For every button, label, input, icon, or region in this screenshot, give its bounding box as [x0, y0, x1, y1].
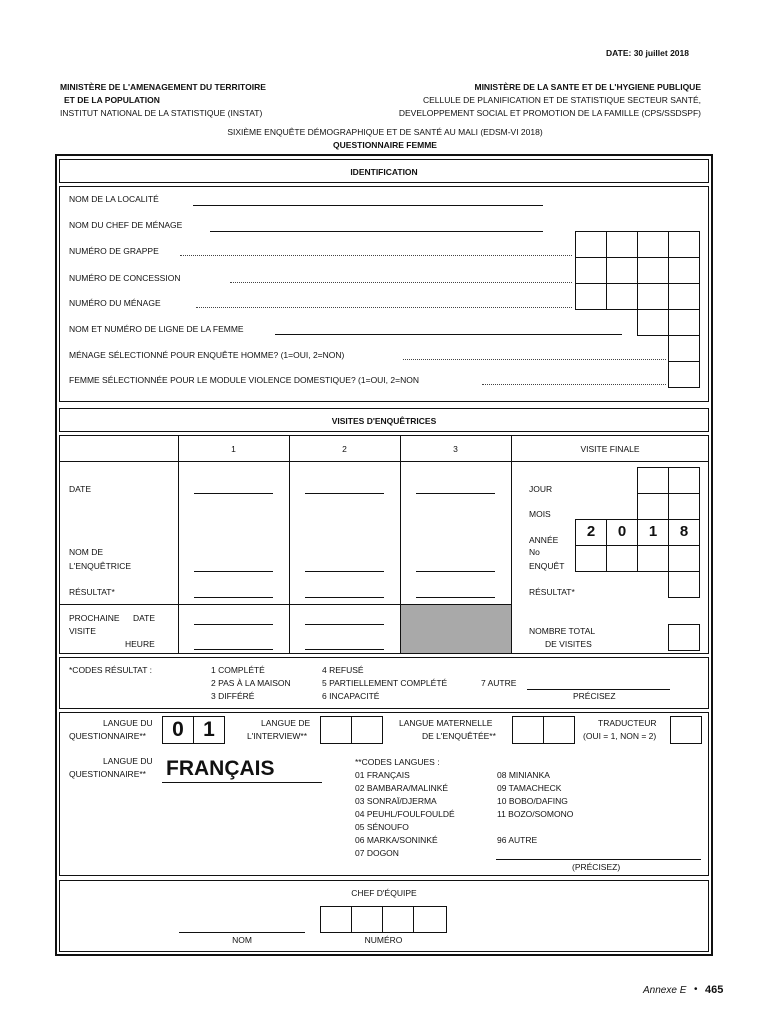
femme-line-digit-2[interactable]	[668, 309, 700, 336]
code-3: 3 DIFFÉRÉ	[211, 691, 255, 701]
lang-q2-value: FRANÇAIS	[166, 757, 275, 780]
code-4: 4 REFUSÉ	[322, 665, 364, 675]
prochaine-date-label: DATE	[133, 613, 156, 623]
concession-digit-1[interactable]	[575, 257, 607, 284]
visit-1-enquetrice[interactable]	[194, 571, 273, 572]
visits-title: VISITES D'ENQUÊTRICES	[331, 416, 437, 426]
chef-numero-label: NUMÉRO	[364, 935, 403, 945]
homme-leader	[403, 359, 666, 360]
grappe-digit-4[interactable]	[668, 231, 700, 258]
codes-label: *CODES RÉSULTAT :	[69, 665, 152, 675]
jour-digit-2[interactable]	[668, 467, 700, 494]
total-visites-label-1: NOMBRE TOTAL	[529, 626, 596, 636]
left-ministry: MINISTÈRE DE L'AMENAGEMENT DU TERRITOIRE	[60, 82, 266, 92]
right-cell: CELLULE DE PLANIFICATION ET DE STATISTIQUE SECTEUR SANTÉ,	[422, 95, 701, 105]
femme-line-digit-1[interactable]	[637, 309, 669, 336]
concession-digit-3[interactable]	[637, 257, 669, 284]
no-enquet-label-1: No	[529, 547, 540, 557]
visit-3-date[interactable]	[416, 493, 495, 494]
page-number: 465	[705, 984, 724, 996]
date-label: DATE: 30 juillet 2018	[606, 48, 689, 58]
visit-1-next-time[interactable]	[194, 649, 273, 650]
menage-digit-2[interactable]	[606, 283, 638, 310]
chef-nom-field[interactable]	[179, 932, 305, 933]
lang-code-10: 10 BOBO/DAFING	[497, 796, 568, 806]
no-enquet-label-2: ENQUÊT	[529, 561, 565, 571]
right-ministry: MINISTÈRE DE LA SANTE ET DE L'HYGIENE PUBLIQUE	[474, 82, 701, 92]
violence-box[interactable]	[668, 361, 700, 388]
homme-box[interactable]	[668, 335, 700, 362]
codes-precisez: PRÉCISEZ	[573, 691, 616, 701]
femme-label: NOM ET NUMÉRO DE LIGNE DE LA FEMME	[69, 324, 244, 334]
visit-2-resultat[interactable]	[305, 597, 384, 598]
date-row-label: DATE	[69, 484, 92, 494]
year-digit-1: 2	[586, 523, 596, 540]
locality-field[interactable]	[193, 205, 543, 206]
visit-col-1: 1	[231, 444, 236, 454]
lang-q-label-2: QUESTIONNAIRE**	[69, 731, 146, 741]
visit-3-enquetrice[interactable]	[416, 571, 495, 572]
chef-nom-label: NOM	[232, 935, 252, 945]
violence-leader	[482, 384, 666, 385]
chef-num-box-1[interactable]	[320, 906, 352, 933]
concession-digit-2[interactable]	[606, 257, 638, 284]
chef-num-box-4[interactable]	[413, 906, 447, 933]
annexe-label: Annexe E	[643, 985, 687, 996]
nom-enquetrice-label-1: NOM DE	[69, 547, 103, 557]
lang-m-label-2: DE L'ENQUÊTÉE**	[422, 731, 496, 741]
code-5: 5 PARTIELLEMENT COMPLÉTÉ	[322, 678, 448, 688]
visits-divider-2	[289, 435, 290, 654]
chef-num-box-2[interactable]	[351, 906, 383, 933]
lang-q-label-1: LANGUE DU	[103, 718, 153, 728]
code-2: 2 PAS À LA MAISON	[211, 678, 291, 688]
femme-field[interactable]	[275, 334, 622, 335]
year-digit-3: 1	[648, 523, 658, 540]
translator-box[interactable]	[670, 716, 702, 744]
violence-label: FEMME SÉLECTIONNÉE POUR LE MODULE VIOLENCE DOMESTIQUE? (1=OUI, 2=NON	[69, 375, 419, 385]
grappe-digit-2[interactable]	[606, 231, 638, 258]
lang-codes-title: **CODES LANGUES :	[355, 757, 440, 767]
resultat-final-label: RÉSULTAT*	[529, 587, 575, 597]
concession-digit-4[interactable]	[668, 257, 700, 284]
total-visites-label-2: DE VISITES	[545, 639, 592, 649]
year-digit-4: 8	[679, 523, 689, 540]
lang-m-box-1[interactable]	[512, 716, 544, 744]
lang-i-label-1: LANGUE DE	[261, 718, 311, 728]
code-7: 7 AUTRE	[481, 678, 517, 688]
visits-col-header-line	[59, 461, 709, 462]
footer-bullet: •	[694, 984, 698, 995]
no-enquet-digit-1[interactable]	[575, 545, 607, 572]
grappe-label: NUMÉRO DE GRAPPE	[69, 246, 159, 256]
left-ministry-2: ET DE LA POPULATION	[64, 95, 160, 105]
visit-1-next-date[interactable]	[194, 624, 273, 625]
code-6: 6 INCAPACITÉ	[322, 691, 380, 701]
lang-code-11: 11 BOZO/SOMONO	[497, 809, 574, 819]
concession-label: NUMÉRO DE CONCESSION	[69, 273, 181, 283]
visit-col-3: 3	[453, 444, 458, 454]
lang-i-box-1[interactable]	[320, 716, 352, 744]
survey-title: SIXIÈME ENQUÊTE DÉMOGRAPHIQUE ET DE SANTÉ AU MALI (EDSM-VI 2018)	[227, 127, 543, 137]
jour-digit-1[interactable]	[637, 467, 669, 494]
lang-code-01: 01 FRANÇAIS	[355, 770, 410, 780]
visit-3-shaded	[401, 605, 511, 653]
visit-final-header: VISITE FINALE	[580, 444, 640, 454]
visit-1-resultat[interactable]	[194, 597, 273, 598]
prochaine-label: PROCHAINE	[69, 613, 120, 623]
jour-label: JOUR	[529, 484, 553, 494]
lang-code-06: 06 MARKA/SONINKÉ	[355, 835, 438, 845]
lang-q2-label-2: QUESTIONNAIRE**	[69, 769, 146, 779]
visit-3-resultat[interactable]	[416, 597, 495, 598]
locality-label: NOM DE LA LOCALITÉ	[69, 194, 159, 204]
visit-2-next-time[interactable]	[305, 649, 384, 650]
lang-q-digit-1: 0	[172, 718, 184, 741]
translator-label-1: TRADUCTEUR	[598, 718, 657, 728]
lang-i-label-2: L'INTERVIEW**	[247, 731, 308, 741]
identification-title: IDENTIFICATION	[350, 167, 418, 177]
annee-label: ANNÉE	[529, 535, 559, 545]
total-visites-box[interactable]	[668, 624, 700, 651]
resultat-final-box[interactable]	[668, 571, 700, 598]
year-digit-2: 0	[617, 523, 627, 540]
left-institute: INSTITUT NATIONAL DE LA STATISTIQUE (INSTAT)	[60, 108, 263, 118]
no-enquet-digit-3[interactable]	[637, 545, 669, 572]
lang-code-02: 02 BAMBARA/MALINKÉ	[355, 783, 449, 793]
code-1: 1 COMPLÉTÉ	[211, 665, 265, 675]
mois-label: MOIS	[529, 509, 551, 519]
prochaine-heure-label: HEURE	[125, 639, 155, 649]
nom-enquetrice-label-2: L'ENQUÊTRICE	[69, 561, 132, 571]
visit-2-date[interactable]	[305, 493, 384, 494]
no-enquet-digit-4[interactable]	[668, 545, 700, 572]
concession-leader	[230, 282, 572, 283]
menage-digit-4[interactable]	[668, 283, 700, 310]
visit-2-next-date[interactable]	[305, 624, 384, 625]
menage-leader	[196, 307, 572, 308]
lang-m-box-2[interactable]	[543, 716, 575, 744]
lang-q-digit-2: 1	[203, 718, 215, 741]
mois-digit-1[interactable]	[637, 493, 669, 520]
lang-i-box-2[interactable]	[351, 716, 383, 744]
visits-divider-4	[511, 435, 512, 654]
lang-code-04: 04 PEUHL/FOULFOULDÉ	[355, 809, 455, 819]
visite-label: VISITE	[69, 626, 96, 636]
chef-menage-label: NOM DU CHEF DE MÉNAGE	[69, 220, 183, 230]
mois-digit-2[interactable]	[668, 493, 700, 520]
questionnaire-title: QUESTIONNAIRE FEMME	[333, 140, 437, 150]
chef-num-box-3[interactable]	[382, 906, 414, 933]
code-autre-field[interactable]	[527, 689, 670, 690]
menage-digit-1[interactable]	[575, 283, 607, 310]
right-dev: DEVELOPPEMENT SOCIAL ET PROMOTION DE LA FAMILLE (CPS/SSDSPF)	[398, 108, 701, 118]
lang-code-07: 07 DOGON	[355, 848, 399, 858]
lang-q2-label-1: LANGUE DU	[103, 756, 153, 766]
lang-code-96: 96 AUTRE	[497, 835, 538, 845]
menage-digit-3[interactable]	[637, 283, 669, 310]
lang-autre-field[interactable]	[496, 859, 701, 860]
homme-label: MÉNAGE SÉLECTIONNÉ POUR ENQUÊTE HOMME? (1=OUI, 2=NON)	[69, 350, 345, 360]
chef-title: CHEF D'ÉQUIPE	[351, 888, 417, 898]
lang-m-label-1: LANGUE MATERNELLE	[399, 718, 493, 728]
lang-code-03: 03 SONRAÏ/DJERMA	[355, 796, 437, 806]
grappe-digit-1[interactable]	[575, 231, 607, 258]
lang-code-09: 09 TAMACHECK	[497, 783, 562, 793]
visits-divider-1	[178, 435, 179, 654]
lang-code-05: 05 SÉNOUFO	[355, 822, 409, 832]
lang-q2-underline	[162, 782, 322, 783]
chef-menage-field[interactable]	[210, 231, 543, 232]
resultat-label: RÉSULTAT*	[69, 587, 115, 597]
visit-col-2: 2	[342, 444, 347, 454]
translator-label-2: (OUI = 1, NON = 2)	[583, 731, 657, 741]
grappe-leader	[180, 255, 572, 256]
menage-label: NUMÉRO DU MÉNAGE	[69, 298, 161, 308]
visit-2-enquetrice[interactable]	[305, 571, 384, 572]
grappe-digit-3[interactable]	[637, 231, 669, 258]
lang-precisez: (PRÉCISEZ)	[572, 862, 621, 872]
no-enquet-digit-2[interactable]	[606, 545, 638, 572]
visit-1-date[interactable]	[194, 493, 273, 494]
lang-code-08: 08 MINIANKA	[497, 770, 550, 780]
